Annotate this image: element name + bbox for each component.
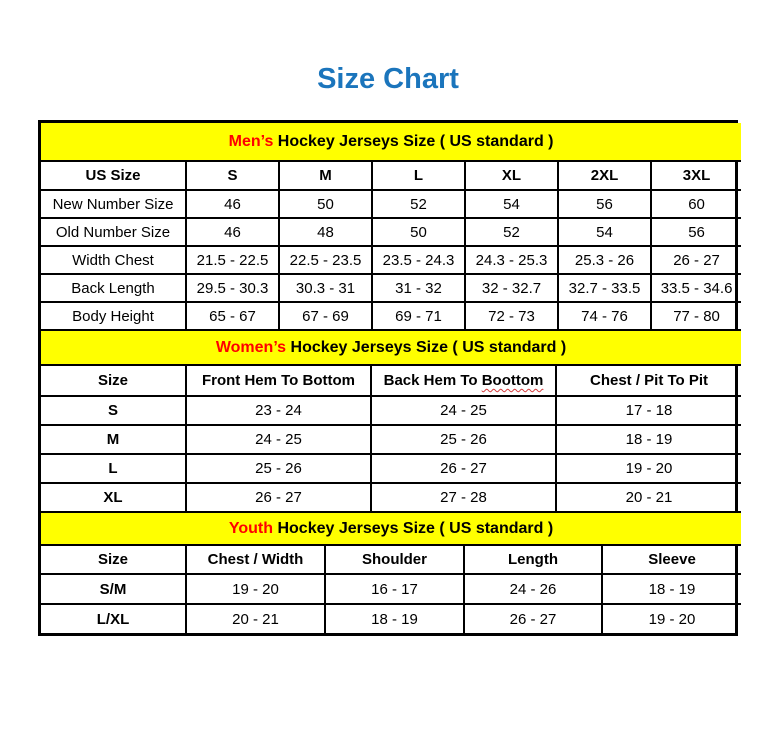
cell: 25 - 26 — [186, 454, 371, 483]
womens-column-header-row — [41, 365, 741, 396]
col-header: S — [186, 161, 279, 190]
cell: 46 — [186, 190, 279, 218]
col-header: Size — [41, 545, 186, 574]
row-label: M — [41, 425, 186, 454]
col-header: L — [372, 161, 465, 190]
cell: 26 - 27 — [464, 604, 602, 633]
youth-section-title-text: Hockey Jerseys Size ( US standard ) — [273, 519, 554, 537]
size-chart-page — [0, 63, 776, 636]
cell: 50 — [279, 190, 372, 218]
cell: 26 - 27 — [371, 454, 556, 483]
table-row — [41, 302, 741, 330]
cell: 74 - 76 — [558, 302, 651, 330]
cell: 52 — [372, 190, 465, 218]
cell: 20 - 21 — [556, 483, 741, 512]
cell: 67 - 69 — [279, 302, 372, 330]
col-header: Front Hem To Bottom — [186, 365, 371, 396]
table-row — [41, 425, 741, 454]
col-header: Chest / Width — [186, 545, 325, 574]
cell: 32 - 32.7 — [465, 274, 558, 302]
row-label: XL — [41, 483, 186, 512]
size-tables-container — [38, 120, 738, 636]
page-title: Size Chart — [317, 63, 459, 95]
col-header: Length — [464, 545, 602, 574]
table-row — [41, 218, 741, 246]
youth-section-name: Youth — [228, 519, 274, 537]
cell: 60 — [651, 190, 741, 218]
cell: 18 - 19 — [602, 574, 741, 604]
row-label: Width Chest — [41, 246, 186, 274]
cell: 56 — [558, 190, 651, 218]
cell: 31 - 32 — [372, 274, 465, 302]
youth-column-header-row — [41, 545, 741, 574]
cell: 27 - 28 — [371, 483, 556, 512]
cell: 26 - 27 — [186, 483, 371, 512]
cell: 23.5 - 24.3 — [372, 246, 465, 274]
col-header: US Size — [41, 161, 186, 190]
mens-section-header-row — [41, 123, 741, 161]
cell: 24 - 25 — [371, 396, 556, 425]
cell: 54 — [465, 190, 558, 218]
table-row — [41, 483, 741, 512]
cell: 20 - 21 — [186, 604, 325, 633]
mens-section-title-text: Hockey Jerseys Size ( US standard ) — [273, 132, 554, 150]
table-row — [41, 190, 741, 218]
mens-size-table — [41, 123, 741, 331]
row-label: L/XL — [41, 604, 186, 633]
womens-section-title-text: Hockey Jerseys Size ( US standard ) — [286, 338, 567, 356]
col-header — [371, 365, 556, 396]
cell: 50 — [372, 218, 465, 246]
cell: 23 - 24 — [186, 396, 371, 425]
table-row — [41, 274, 741, 302]
row-label: S — [41, 396, 186, 425]
table-row — [41, 604, 741, 633]
cell: 24 - 25 — [186, 425, 371, 454]
cell: 22.5 - 23.5 — [279, 246, 372, 274]
cell: 48 — [279, 218, 372, 246]
row-label: Old Number Size — [41, 218, 186, 246]
col-header: 2XL — [558, 161, 651, 190]
col-header: Shoulder — [325, 545, 464, 574]
cell: 19 - 20 — [186, 574, 325, 604]
row-label: Body Height — [41, 302, 186, 330]
cell: 18 - 19 — [556, 425, 741, 454]
womens-section-name: Women’s — [215, 338, 287, 356]
cell: 24.3 - 25.3 — [465, 246, 558, 274]
cell: 54 — [558, 218, 651, 246]
table-row — [41, 574, 741, 604]
cell: 25.3 - 26 — [558, 246, 651, 274]
misspelled-word: Boottom — [481, 372, 544, 389]
cell: 29.5 - 30.3 — [186, 274, 279, 302]
table-row — [41, 396, 741, 425]
youth-size-table — [41, 513, 741, 633]
table-row — [41, 246, 741, 274]
col-header: Size — [41, 365, 186, 396]
cell: 77 - 80 — [651, 302, 741, 330]
cell: 18 - 19 — [325, 604, 464, 633]
cell: 46 — [186, 218, 279, 246]
cell: 17 - 18 — [556, 396, 741, 425]
mens-section-header — [41, 123, 741, 161]
cell: 65 - 67 — [186, 302, 279, 330]
cell: 52 — [465, 218, 558, 246]
col-header: XL — [465, 161, 558, 190]
youth-section-header — [41, 513, 741, 545]
cell: 19 - 20 — [556, 454, 741, 483]
cell: 69 - 71 — [372, 302, 465, 330]
youth-section-header-row — [41, 513, 741, 545]
mens-section-name: Men’s — [228, 132, 274, 150]
cell: 56 — [651, 218, 741, 246]
womens-section-header — [41, 331, 741, 365]
table-row — [41, 454, 741, 483]
cell: 16 - 17 — [325, 574, 464, 604]
cell: 32.7 - 33.5 — [558, 274, 651, 302]
col-header-text: Back Hem To — [383, 372, 482, 389]
row-label: L — [41, 454, 186, 483]
womens-section-header-row — [41, 331, 741, 365]
cell: 25 - 26 — [371, 425, 556, 454]
col-header: Sleeve — [602, 545, 741, 574]
col-header: M — [279, 161, 372, 190]
row-label: Back Length — [41, 274, 186, 302]
row-label: S/M — [41, 574, 186, 604]
womens-size-table — [41, 331, 741, 513]
cell: 26 - 27 — [651, 246, 741, 274]
row-label: New Number Size — [41, 190, 186, 218]
cell: 24 - 26 — [464, 574, 602, 604]
col-header: 3XL — [651, 161, 741, 190]
cell: 19 - 20 — [602, 604, 741, 633]
cell: 30.3 - 31 — [279, 274, 372, 302]
cell: 21.5 - 22.5 — [186, 246, 279, 274]
mens-column-header-row — [41, 161, 741, 190]
cell: 33.5 - 34.6 — [651, 274, 741, 302]
cell: 72 - 73 — [465, 302, 558, 330]
col-header: Chest / Pit To Pit — [556, 365, 741, 396]
